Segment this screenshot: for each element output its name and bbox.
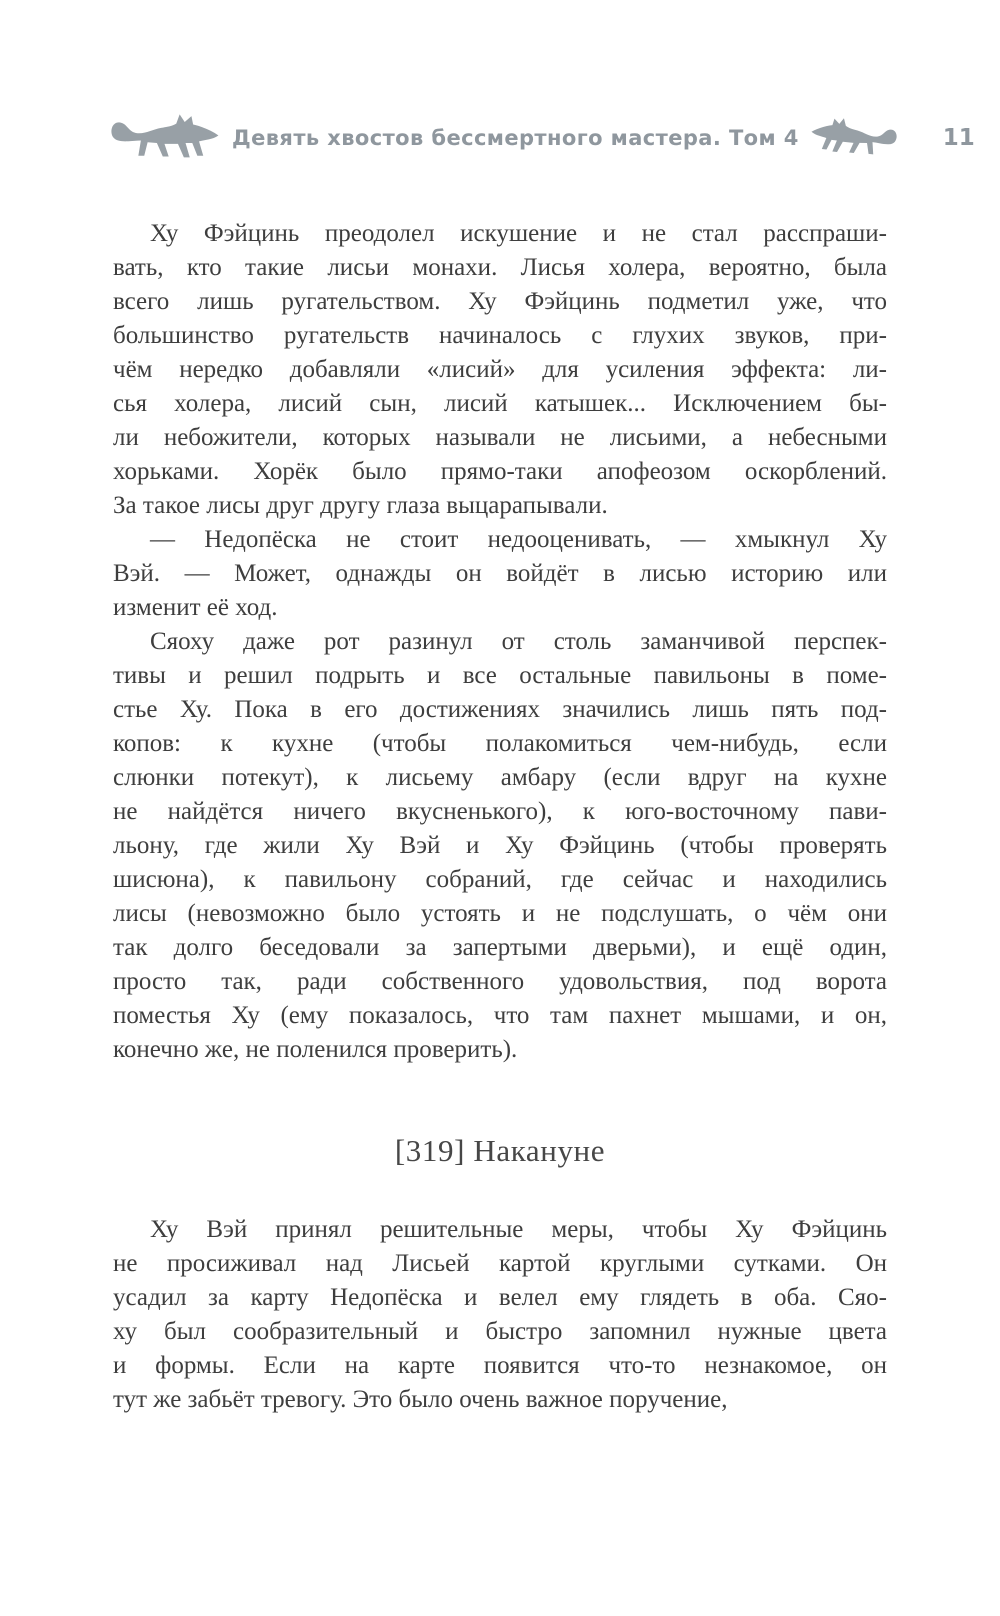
text-line: льону, где жили Ху Вэй и Ху Фэйцинь (чтобы проверять (113, 832, 887, 859)
page-body (113, 217, 887, 1417)
text-line: усадил за карту Недопёска и велел ему глядеть в оба. Сяо- (113, 1284, 887, 1311)
text-line: шисюна), к павильону собраний, где сейчас и находились (113, 866, 887, 893)
text-line: конечно же, не поленился проверить). (113, 1036, 518, 1063)
text-line: Вэй. — Может, однажды он войдёт в лисью историю или (113, 560, 887, 587)
paragraph (113, 625, 887, 1067)
text-line: Сяоху даже рот разинул от столь заманчивой перспек- (150, 628, 887, 655)
text-line: стье Ху. Пока в его достижениях значились лишь пять под- (113, 696, 887, 723)
page-header (108, 102, 975, 174)
page-number: 11 (942, 125, 975, 151)
text-line: поместья Ху (ему показалось, что там пахнет мышами, и он, (113, 1002, 887, 1029)
paragraph (113, 523, 887, 625)
text-line: ху был сообразительный и быстро запомнил нужные цвета (113, 1318, 887, 1345)
text-line: чём нередко добавляли «лисий» для усиления эффекта: ли- (113, 356, 887, 383)
text-line: вать, кто такие лисьи монахи. Лисья холера, вероятно, была (113, 254, 887, 281)
text-line: не найдётся ничего вкусненького), к юго-восточному пави- (113, 798, 887, 825)
text-line: так долго беседовали за запертыми дверьми), и ещё один, (113, 934, 887, 961)
text-line: — Недопёска не стоит недооценивать, — хмыкнул Ху (150, 526, 887, 553)
text-line: хорьками. Хорёк было прямо-таки апофеозом оскорблений. (113, 458, 887, 485)
text-line: сья холера, лисий сын, лисий катышек... Исключением бы- (113, 390, 887, 417)
text-line: тут же забьёт тревогу. Это было очень важное поручение, (113, 1386, 728, 1413)
text-line: тивы и решил подрыть и все остальные павильоны в поме- (113, 662, 887, 689)
text-line: За такое лисы друг другу глаза выцарапывали. (113, 492, 608, 519)
text-line: просто так, ради собственного удовольствия, под ворота (113, 968, 887, 995)
text-line: большинство ругательств начиналось с глухих звуков, при- (113, 322, 887, 349)
book-title: Девять хвостов бессмертного мастера. Том 4 (232, 126, 799, 150)
text-line: Ху Фэйцинь преодолел искушение и не стал расспраши- (150, 220, 887, 247)
text-line: не просиживал над Лисьей картой круглыми сутками. Он (113, 1250, 887, 1277)
fox-pouncing-icon (805, 105, 899, 171)
text-line: всего лишь ругательством. Ху Фэйцинь подметил уже, что (113, 288, 887, 315)
text-line: слюнки потекут), к лисьему амбару (если вдруг на кухне (113, 764, 887, 791)
text-line: и формы. Если на карте появится что-то незнакомое, он (113, 1352, 887, 1379)
text-line: копов: к кухне (чтобы полакомиться чем-нибудь, если (113, 730, 887, 757)
text-line: Ху Вэй принял решительные меры, чтобы Ху Фэйцинь (150, 1216, 887, 1243)
text-line: изменит её ход. (113, 594, 278, 621)
chapter-heading: [319] Накануне (394, 1133, 606, 1168)
paragraph (113, 1213, 887, 1417)
text-line: ли небожители, которых называли не лисьими, а небесными (113, 424, 887, 451)
text-line: лисы (невозможно было устоять и не подслушать, о чём они (113, 900, 887, 927)
paragraph (113, 217, 887, 523)
fox-running-icon (108, 106, 226, 170)
